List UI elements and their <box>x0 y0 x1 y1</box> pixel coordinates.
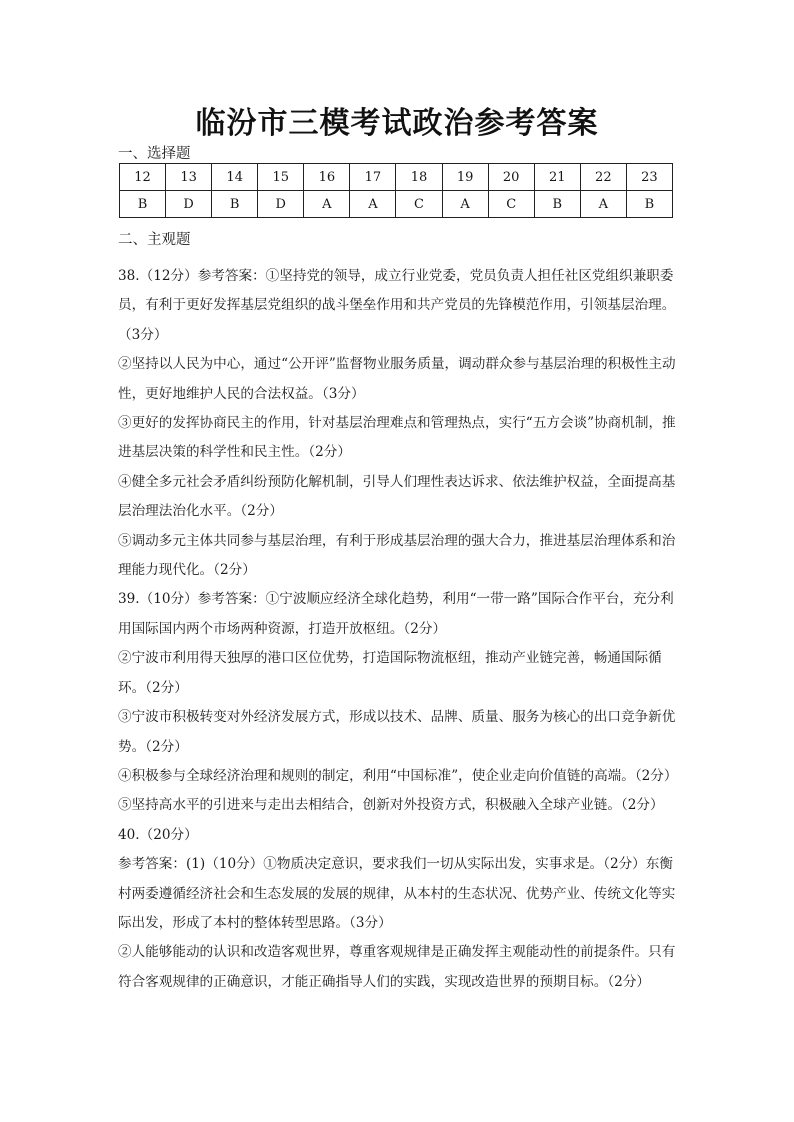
question-number-cell: 18 <box>396 164 442 191</box>
question-number-cell: 15 <box>258 164 304 191</box>
choice-answer-table <box>119 163 673 218</box>
page-title: 临汾市三模考试政治参考答案 <box>195 106 599 141</box>
answer-paragraph: ④健全多元社会矛盾纠纷预防化解机制，引导人们理性表达诉求、依法维护权益，全面提高基层治理法治化水平。（2分） <box>118 473 676 520</box>
question-number-cell: 19 <box>442 164 488 191</box>
question-number-cell: 23 <box>626 164 672 191</box>
question-number-cell: 20 <box>488 164 534 191</box>
question-number-cell: 22 <box>580 164 626 191</box>
answer-paragraph: ⑤调动多元主体共同参与基层治理，有利于形成基层治理的强大合力，推进基层治理体系和治理能力现代化。（2分） <box>118 532 676 579</box>
answer-paragraph: ③宁波市积极转变对外经济发展方式，形成以技术、品牌、质量、服务为核心的出口竞争新优势。（2分） <box>118 709 676 755</box>
answer-paragraph: 39.（10分）参考答案：①宁波顺应经济全球化趋势，利用“一带一路”国际合作平台，充分利用国际国内两个市场两种资源，打造开放枢纽。（2分） <box>118 591 674 637</box>
answer-paragraph: ②人能够能动的认识和改造客观世界，尊重客观规律是正确发挥主观能动性的前提条件。只有符合客观规律的正确意识，才能正确指导人们的实践，实现改造世界的预期目标。（2分） <box>118 944 676 990</box>
subjective-answers <box>118 262 684 997</box>
answer-cell: B <box>626 191 672 218</box>
answer-cell: A <box>580 191 626 218</box>
answer-paragraph: ②坚持以人民为中心，通过“公开评”监督物业服务质量，调动群众参与基层治理的积极性主动性，更好地维护人民的合法权益。（3分） <box>118 356 676 402</box>
table-row-question-numbers <box>120 164 673 191</box>
question-number-cell: 21 <box>534 164 580 191</box>
answer-paragraph: 参考答案：(1)（10分）①物质决定意识，要求我们一切从实际出发，实事求是。（2分）东衡村两委遵循经济社会和生态发展的发展的规律，从本村的生态状况、优势产业、传统文化等实际出发，形成了本村的整体转型思路。（3分） <box>118 856 676 931</box>
answer-paragraph: ⑤坚持高水平的引进来与走出去相结合，创新对外投资方式，积极融入全球产业链。（2分） <box>118 797 664 814</box>
section-heading-subjective: 二、主观题 <box>118 232 191 248</box>
answer-cell: B <box>534 191 580 218</box>
answer-paragraph: 38.（12分）参考答案：①坚持党的领导，成立行业党委，党员负责人担任社区党组织兼职委员，有利于更好发挥基层党组织的战斗堡垒作用和共产党员的先锋模范作用，引领基层治理。（3分） <box>118 268 676 343</box>
answer-cell: D <box>258 191 304 218</box>
answer-paragraph: ④积极参与全球经济治理和规则的制定，利用“中国标准”，使企业走向价值链的高端。（2分） <box>118 767 678 784</box>
answer-paragraph: ③更好的发挥协商民主的作用，针对基层治理难点和管理热点，实行“五方会谈”协商机制，推进基层决策的科学性和民主性。（2分） <box>118 415 676 461</box>
answer-cell: A <box>350 191 396 218</box>
answer-cell: A <box>304 191 350 218</box>
answer-paragraph: ②宁波市利用得天独厚的港口区位优势，打造国际物流枢纽，推动产业链完善，畅通国际循环。（2分） <box>118 650 662 696</box>
question-heading: 40.（20分） <box>118 826 198 843</box>
table-row-answers <box>120 191 673 218</box>
answer-cell: C <box>396 191 442 218</box>
answer-cell: D <box>166 191 212 218</box>
question-number-cell: 17 <box>350 164 396 191</box>
answer-cell: B <box>212 191 258 218</box>
answer-cell: B <box>120 191 166 218</box>
question-number-cell: 12 <box>120 164 166 191</box>
answer-cell: C <box>488 191 534 218</box>
question-number-cell: 13 <box>166 164 212 191</box>
answer-cell: A <box>442 191 488 218</box>
question-number-cell: 14 <box>212 164 258 191</box>
question-number-cell: 16 <box>304 164 350 191</box>
section-heading-choice: 一、选择题 <box>118 146 191 162</box>
